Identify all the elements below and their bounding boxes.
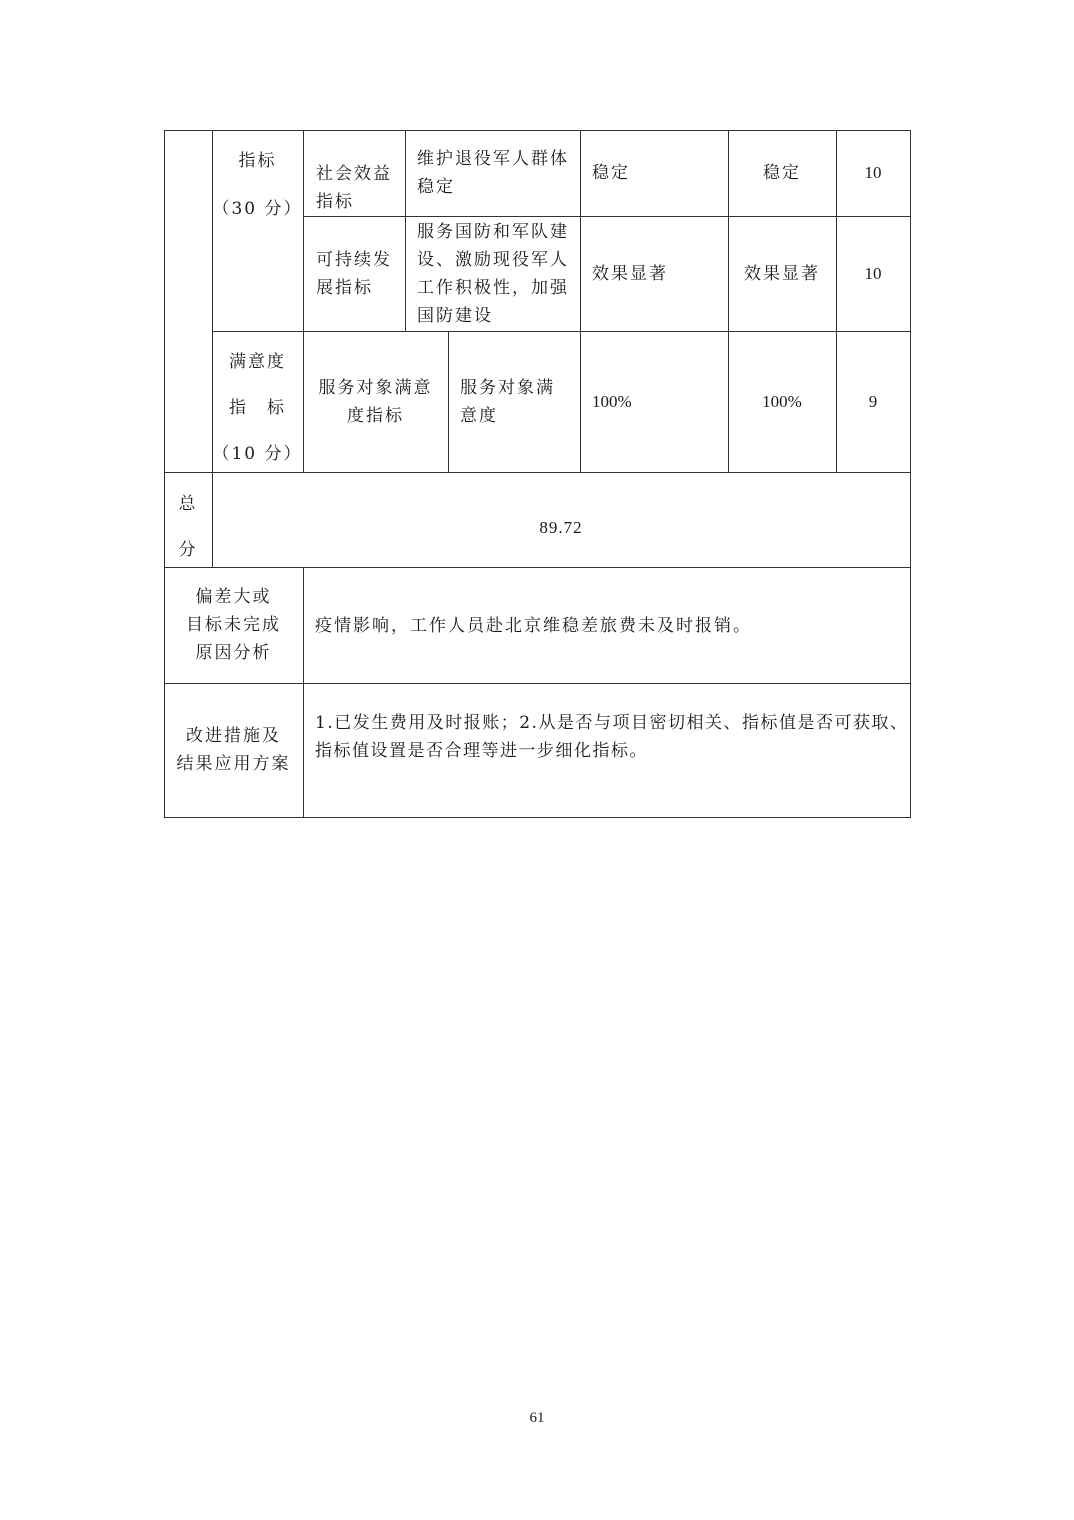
table-border-left — [164, 130, 165, 818]
deviation-label-line: 原因分析 — [195, 643, 272, 663]
satisfaction-group-line: 指 标 — [229, 398, 286, 418]
table-border-right — [910, 130, 911, 818]
category-line: 度指标 — [347, 406, 404, 426]
sustainable-actual: 效果显著 — [744, 264, 820, 284]
detail-line: 服务国防和军队建 — [417, 222, 569, 242]
table-line — [405, 130, 406, 332]
social-benefit-score: 10 — [864, 163, 882, 182]
table-line — [164, 567, 911, 568]
social-benefit-target: 稳定 — [592, 163, 630, 183]
satisfaction-group-label — [212, 348, 303, 468]
sustainable-category — [316, 246, 392, 302]
improvement-plan-label — [164, 722, 303, 778]
satisfaction-category — [303, 374, 448, 430]
table-line — [212, 331, 911, 332]
table-border-top — [164, 130, 911, 131]
category-line: 社会效益 — [316, 164, 392, 184]
table-line — [303, 568, 304, 818]
satisfaction-actual: 100% — [762, 392, 802, 411]
total-score-label — [164, 490, 212, 564]
total-label-line: 总 — [178, 494, 198, 514]
detail-line: 工作积极性，加强 — [417, 278, 569, 298]
social-benefit-detail — [417, 145, 569, 201]
satisfaction-score: 9 — [868, 392, 878, 411]
table-line — [448, 331, 449, 473]
detail-line: 维护退役军人群体 — [417, 149, 569, 169]
total-label-line: 分 — [178, 540, 198, 560]
social-benefit-category — [316, 160, 392, 216]
detail-line: 稳定 — [417, 177, 455, 197]
indicator-group-score-line: （30 分） — [212, 199, 303, 219]
social-benefit-actual: 稳定 — [763, 163, 801, 183]
table-line — [164, 683, 911, 684]
total-score-value: 89.72 — [539, 518, 583, 537]
improvement-label-line: 结果应用方案 — [176, 754, 291, 774]
satisfaction-group-score-line: （10 分） — [212, 444, 303, 464]
table-line — [303, 216, 911, 217]
sustainable-detail — [417, 218, 569, 330]
category-line: 展指标 — [316, 278, 373, 298]
improvement-label-line: 改进措施及 — [186, 726, 281, 746]
indicator-group-label-line: 指标 — [238, 151, 277, 171]
deviation-label-line: 目标未完成 — [186, 615, 281, 635]
improvement-content-line: 指标值设置是否合理等进一步细化指标。 — [315, 741, 648, 761]
satisfaction-detail — [460, 374, 555, 430]
category-line: 指标 — [316, 192, 354, 212]
satisfaction-group-line: 满意度 — [229, 352, 286, 372]
detail-line: 意度 — [460, 406, 498, 426]
deviation-analysis-label — [164, 583, 303, 667]
detail-line: 服务对象满 — [460, 378, 555, 398]
improvement-content-line: 1.已发生费用及时报账；2.从是否与项目密切相关、指标值是否可获取、 — [315, 713, 909, 733]
detail-line: 国防建设 — [417, 306, 493, 326]
table-line — [580, 130, 581, 473]
page-number: 61 — [529, 1410, 545, 1426]
sustainable-score: 10 — [864, 264, 882, 283]
satisfaction-target: 100% — [592, 392, 632, 411]
improvement-plan-content — [315, 709, 908, 765]
sustainable-target: 效果显著 — [592, 264, 668, 284]
deviation-label-line: 偏差大或 — [195, 587, 272, 607]
indicator-group-label — [212, 147, 303, 223]
table-line — [164, 472, 911, 473]
category-line: 可持续发 — [316, 250, 392, 270]
deviation-analysis-content: 疫情影响，工作人员赴北京维稳差旅费未及时报销。 — [315, 616, 752, 636]
category-line: 服务对象满意 — [318, 378, 433, 398]
detail-line: 设、激励现役军人 — [417, 250, 569, 270]
table-border-bottom — [164, 817, 911, 818]
